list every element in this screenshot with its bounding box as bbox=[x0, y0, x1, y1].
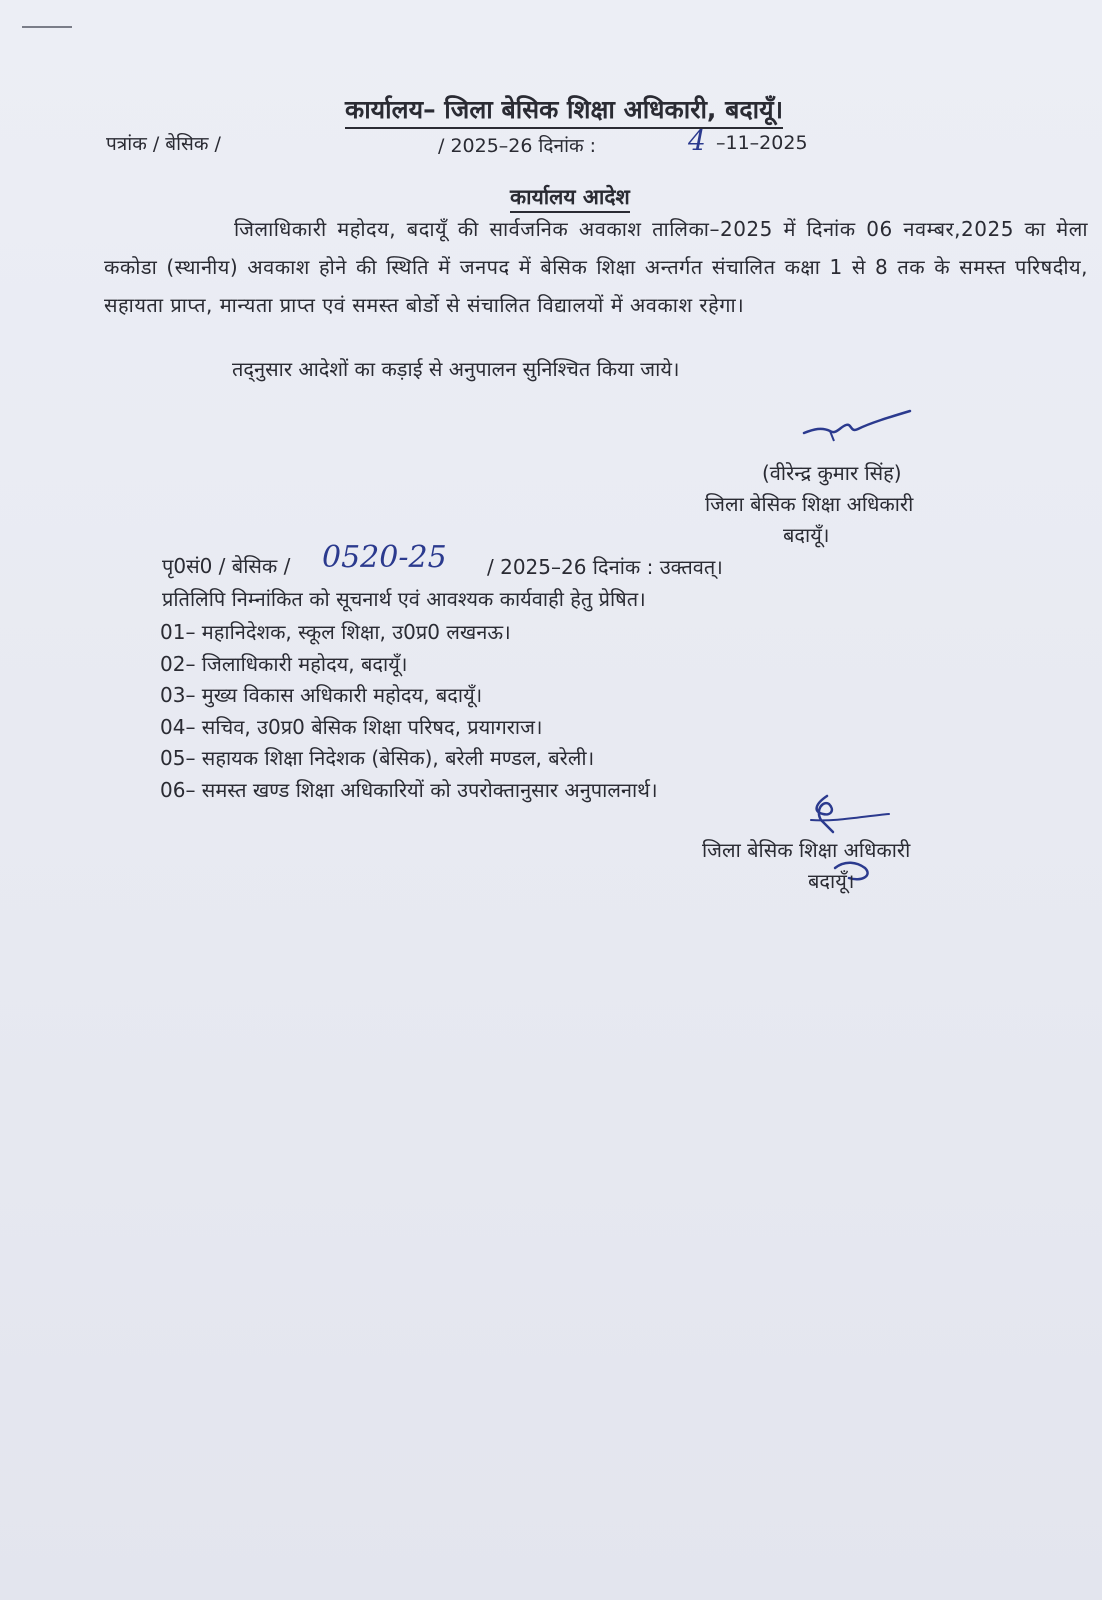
endorsement-signatory-title: जिला बेसिक शिक्षा अधिकारी bbox=[702, 838, 911, 862]
signatory-place: बदायूँ। bbox=[783, 523, 830, 547]
endorsement-ref-label: पृ0सं0 / बेसिक / bbox=[162, 554, 291, 578]
signatory-name: (वीरेन्द्र कुमार सिंह) bbox=[762, 461, 902, 485]
list-item: 05– सहायक शिक्षा निदेशक (बेसिक), बरेली मण्डल, बरेली। bbox=[160, 746, 595, 771]
recipient-list bbox=[160, 617, 658, 807]
endorsement-signatory-place: बदायूँ। bbox=[808, 869, 855, 893]
list-item: 02– जिलाधिकारी महोदय, बदायूँ। bbox=[160, 651, 408, 676]
order-paragraph: जिलाधिकारी महोदय, बदायूँ की सार्वजनिक अवकाश तालिका–2025 में दिनांक 06 नवम्बर,2025 का मेला ककोडा (स्थानीय) अवकाश होने की स्थिति में जनपद में बेसिक शिक्षा अन्तर्गत संचालित कक्षा 1 से 8 तक के समस्त परिषदीय, सहायता प्राप्त, मान्यता प्राप्त एवं समस्त बोर्डो से संचालित विद्यालयों में अवकाश रहेगा। bbox=[104, 217, 1088, 317]
endorsement-ref-rest: / 2025–26 दिनांक : उक्तवत्। bbox=[487, 555, 723, 579]
copy-intro: प्रतिलिपि निम्नांकित को सूचनार्थ एवं आवश्यक कार्यवाही हेतु प्रेषित। bbox=[162, 587, 646, 611]
signature-1 bbox=[800, 405, 920, 445]
list-item: 04– सचिव, उ0प्र0 बेसिक शिक्षा परिषद, प्रयागराज। bbox=[160, 714, 543, 739]
list-item: 03– मुख्य विकास अधिकारी महोदय, बदायूँ। bbox=[160, 683, 483, 708]
signatory-title: जिला बेसिक शिक्षा अधिकारी bbox=[705, 492, 914, 516]
office-title: कार्यालय– जिला बेसिक शिक्षा अधिकारी, बदायूँ। bbox=[345, 92, 783, 129]
compliance-line: तद्नुसार आदेशों का कड़ाई से अनुपालन सुनिश्चित किया जाये। bbox=[232, 357, 680, 381]
order-heading: कार्यालय आदेश bbox=[510, 183, 630, 213]
list-item: 06– समस्त खण्ड शिक्षा अधिकारियों को उपरोक्तानुसार अनुपालनार्थ। bbox=[160, 777, 658, 802]
list-item: 01– महानिदेशक, स्कूल शिक्षा, उ0प्र0 लखनऊ। bbox=[160, 620, 511, 644]
letter-ref-label: पत्रांक / बेसिक / bbox=[106, 133, 221, 155]
handwritten-endorsement-number: 0520-25 bbox=[322, 540, 447, 575]
letter-ref-year: / 2025–26 दिनांक : bbox=[438, 135, 597, 157]
letter-date: –11–2025 bbox=[716, 132, 808, 154]
handwritten-day: 4 bbox=[688, 124, 706, 157]
scan-mark bbox=[22, 26, 72, 28]
